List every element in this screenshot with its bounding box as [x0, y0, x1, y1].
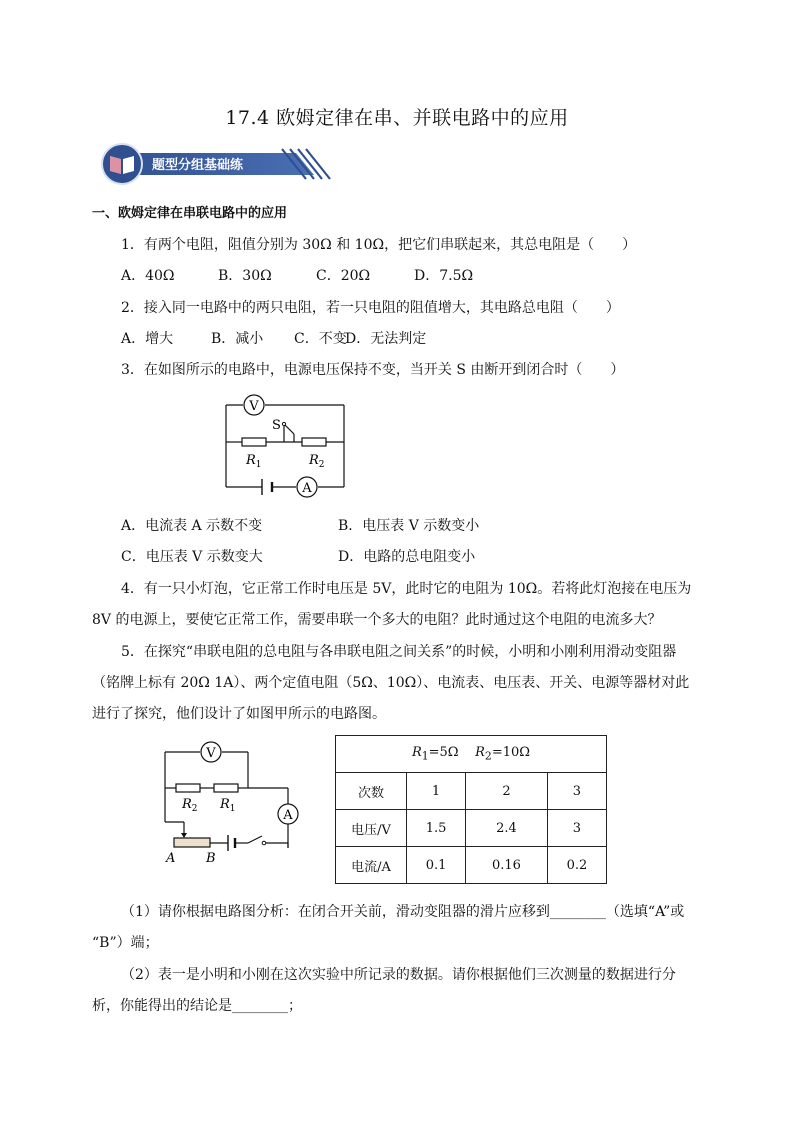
q1-option-d: D．7.5Ω — [414, 268, 474, 284]
q1-option-c: C．20Ω — [316, 268, 371, 284]
table-cell: 0.1 — [407, 847, 466, 884]
q5-sub1-line1: （1）请你根据电路图分析：在闭合开关前，滑动变阻器的滑片应移到________（选填“A”或 — [121, 904, 685, 920]
q5-sub1-line2: “B”）端； — [92, 935, 159, 951]
q1-option-b: B．30Ω — [218, 268, 272, 284]
q2-option-c: C．不变 — [294, 331, 347, 347]
table-header-row — [336, 773, 607, 810]
q5-line2: （铭牌上标有 20Ω 1A）、两个定值电阻（5Ω、10Ω）、电流表、电压表、开关、电源等器材对此 — [92, 675, 690, 691]
table-caption: $R_1=5\Omega$ $R_2=10\Omega$ — [336, 736, 607, 773]
q3-option-a: A．电流表 A 示数不变 — [121, 518, 263, 534]
q5-line3: 进行了探究，他们设计了如图甲所示的电路图。 — [92, 706, 386, 722]
table-header-cell: 1 — [407, 773, 466, 810]
q1-option-a: A．40Ω — [121, 268, 175, 284]
q4-line2: 8V 的电源上，要使它正常工作，需要串联一个多大的电阻？此时通过这个电阻的电流多大？ — [92, 612, 662, 628]
r1-label: $R_1$ — [220, 797, 236, 814]
end-a-label: A — [166, 851, 176, 866]
table-row — [336, 810, 607, 847]
table-row — [336, 847, 607, 884]
q2-stem: 2．接入同一电路中的两只电阻，若一只电阻的阻值增大，其电路总电阻（ ） — [121, 300, 620, 316]
end-b-label: B — [206, 851, 216, 866]
svg-text:A: A — [302, 481, 312, 496]
svg-text:V: V — [206, 746, 216, 761]
q5-line1: 5．在探究“串联电阻的总电阻与各串联电阻之间关系”的时候，小明和小刚利用滑动变阻器 — [121, 644, 677, 660]
section-heading: 一、欧姆定律在串联电路中的应用 — [92, 206, 288, 221]
q3-option-b: B．电压表 V 示数变小 — [338, 518, 480, 534]
r2-label: $R_2$ — [309, 453, 325, 470]
r2-label: $R_2$ — [182, 797, 198, 814]
q5-sub2-line2: 析，你能得出的结论是________； — [92, 998, 302, 1014]
circuit-diagram-2 — [160, 738, 310, 868]
q5-sub2-line1: （2）表一是小明和小刚在这次实验中所记录的数据。请你根据他们三次测量的数据进行分 — [121, 967, 676, 983]
switch-label: S — [272, 418, 281, 433]
table-cell: 3 — [547, 810, 606, 847]
data-table — [335, 735, 607, 884]
table-cell: 0.16 — [466, 847, 548, 884]
table-caption-row — [336, 736, 607, 773]
table-cell: 电流/A — [336, 847, 407, 884]
q3-option-d: D．电路的总电阻变小 — [338, 549, 476, 565]
table-header-cell: 2 — [466, 773, 548, 810]
q3-stem: 3．在如图所示的电路中，电源电压保持不变，当开关 S 由断开到闭合时（ ） — [121, 362, 625, 378]
q2-option-b: B．减小 — [211, 331, 264, 347]
q2-option-d: D．无法判定 — [345, 331, 427, 347]
svg-text:A: A — [283, 808, 293, 823]
table-cell: 0.2 — [547, 847, 606, 884]
table-header-cell: 3 — [547, 773, 606, 810]
banner-label: 题型分组基础练 — [152, 158, 244, 173]
svg-text:V: V — [249, 399, 259, 414]
table-cell: 2.4 — [466, 810, 548, 847]
table-header-cell: 次数 — [336, 773, 407, 810]
q3-option-c: C．电压表 V 示数变大 — [121, 549, 263, 565]
table-cell: 1.5 — [407, 810, 466, 847]
page-title: 17.4 欧姆定律在串、并联电路中的应用 — [225, 107, 569, 129]
section-banner — [100, 143, 332, 185]
q2-option-a: A．增大 — [121, 331, 174, 347]
q1-stem: 1．有两个电阻，阻值分别为 30Ω 和 10Ω，把它们串联起来，其总电阻是（ ） — [121, 237, 637, 253]
r1-label: $R_1$ — [246, 453, 262, 470]
table-cell: 电压/V — [336, 810, 407, 847]
q4-line1: 4．有一只小灯泡，它正常工作时电压是 5V，此时它的电阻为 10Ω。若将此灯泡接在电压为 — [121, 581, 692, 597]
circuit-diagram-1 — [218, 390, 358, 500]
